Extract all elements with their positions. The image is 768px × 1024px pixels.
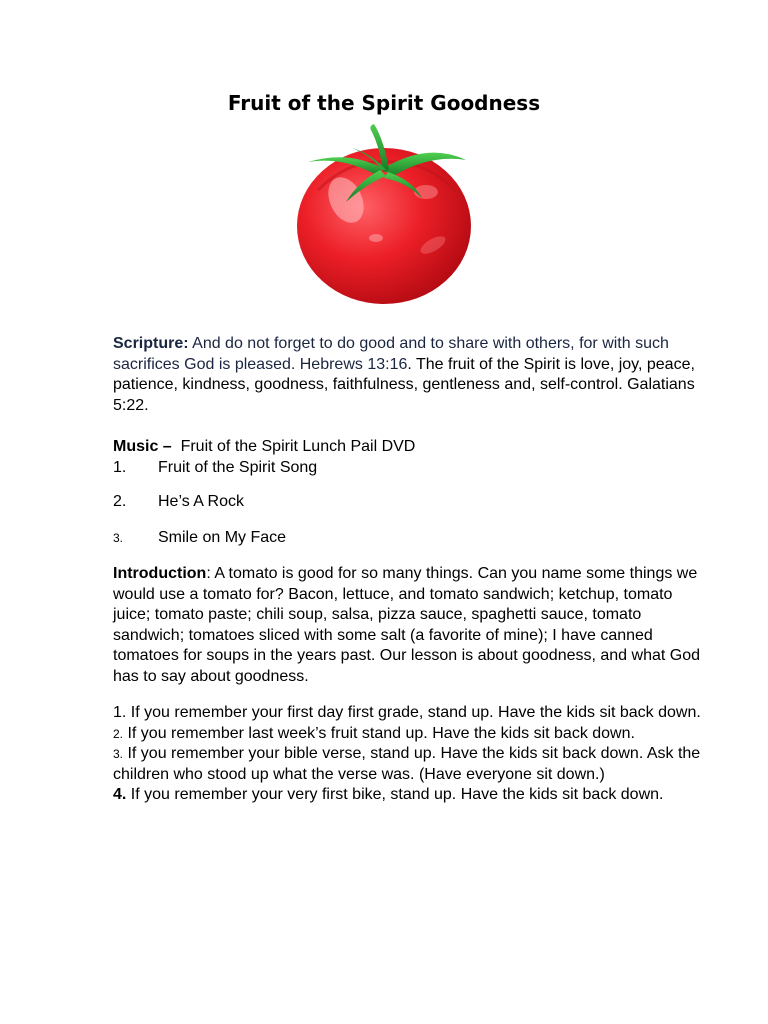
music-heading bbox=[113, 437, 415, 458]
music-title: Fruit of the Spirit Lunch Pail DVD bbox=[171, 438, 416, 455]
list-item bbox=[113, 724, 703, 745]
list-item bbox=[113, 744, 703, 785]
item-text: If you remember your bible verse, stand up. Have the kids sit back down. Ask the children who stood up what the verse was. (Have everyone sit down.) bbox=[113, 745, 701, 783]
song-number: 3. bbox=[113, 531, 124, 545]
introduction-text: : A tomato is good for so many things. Can you name some things we would use a tomato for? Bacon, lettuce, and tomato sandwich; ketchup, tomato juice; tomato paste; chili soup, salsa, pizza sauce, spaghetti sauce, tomato sandwich; tomatoes sliced with some salt (a favorite of mine); I have canned tomatoes for soups in the years past. Our lesson is about goodness, and what God has to say about goodness. bbox=[113, 565, 701, 685]
activity-list bbox=[113, 703, 703, 806]
item-number: 1. bbox=[113, 704, 127, 721]
song-number: 2. bbox=[113, 493, 127, 510]
page-title: Fruit of the Spirit Goodness bbox=[227, 91, 541, 115]
item-number: 4. bbox=[113, 786, 127, 804]
item-text: If you remember your first day first grade, stand up. Have the kids sit back down. bbox=[126, 704, 701, 721]
song-name: Smile on My Face bbox=[158, 529, 287, 546]
song-item bbox=[113, 458, 317, 478]
list-item bbox=[113, 785, 703, 806]
item-text: If you remember your very first bike, stand up. Have the kids sit back down. bbox=[126, 786, 664, 804]
scripture-quote: And do not forget to do good and to share with others, for with such sacrifices God is pleased. Hebrews 13:16 bbox=[113, 335, 669, 373]
song-item bbox=[113, 492, 244, 512]
song-number: 1. bbox=[113, 459, 127, 476]
song-item bbox=[113, 528, 286, 548]
item-text: If you remember last week’s fruit stand up. Have the kids sit back down. bbox=[123, 724, 635, 742]
scripture-rest: . The fruit of the Spirit is love, joy, peace, patience, kindness, goodness, faithfulness, gentleness and, self-control. Galatians 5:22. bbox=[113, 355, 695, 414]
song-name: Fruit of the Spirit Song bbox=[158, 459, 318, 476]
scripture-label: Scripture: bbox=[113, 335, 189, 352]
music-label: Music – bbox=[113, 438, 172, 455]
list-item bbox=[113, 703, 703, 724]
item-number: 3. bbox=[113, 747, 124, 762]
scripture-paragraph bbox=[113, 334, 703, 416]
song-name: He’s A Rock bbox=[158, 493, 244, 510]
introduction-paragraph bbox=[113, 564, 703, 688]
item-number: 2. bbox=[113, 726, 124, 741]
tomato-icon bbox=[288, 120, 478, 305]
introduction-label: Introduction bbox=[113, 565, 207, 582]
